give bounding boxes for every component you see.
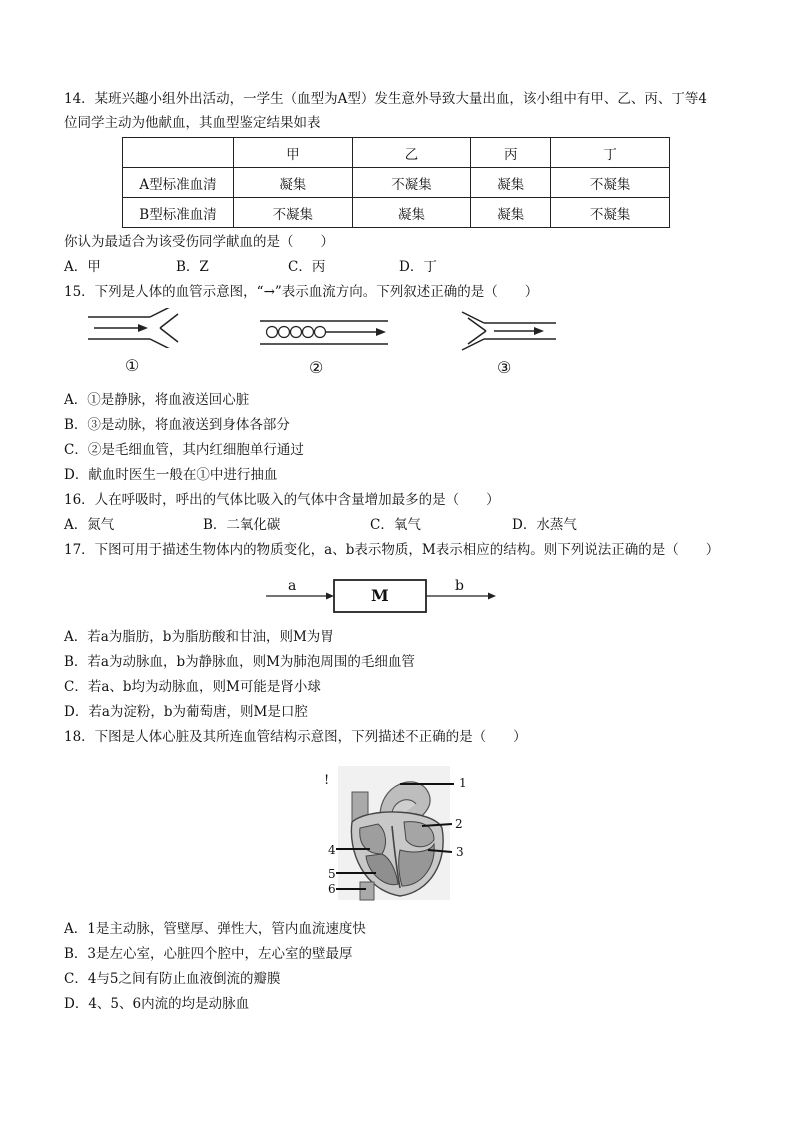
table-header-cell: 丙 xyxy=(471,138,551,168)
table-cell: 凝集 xyxy=(471,168,551,198)
q15-option-b: B．③是动脉，将血液送到身体各部分 xyxy=(64,417,290,433)
q15-option-d: D．献血时医生一般在①中进行抽血 xyxy=(64,467,278,483)
q14-option-b: B．Z xyxy=(176,259,209,275)
diagram-output-label: b xyxy=(455,578,464,594)
table-cell: 凝集 xyxy=(471,198,551,228)
table-row-header: B型标准血清 xyxy=(123,198,234,228)
table-row xyxy=(123,168,670,198)
table-cell xyxy=(123,138,234,168)
table-row-header: A型标准血清 xyxy=(123,168,234,198)
table-cell: 不凝集 xyxy=(551,168,670,198)
figure-mark: ! xyxy=(324,773,330,788)
table-row xyxy=(123,198,670,228)
vessel-figure-1 xyxy=(80,308,180,348)
table-cell: 凝集 xyxy=(352,198,471,228)
q14-question: 你认为最适合为该受伤同学献血的是（ ） xyxy=(64,234,334,250)
heart-label-1: 1 xyxy=(459,776,467,790)
table-cell: 不凝集 xyxy=(551,198,670,228)
table-cell: 凝集 xyxy=(234,168,353,198)
table-header-cell: 甲 xyxy=(234,138,353,168)
q14-option-a: A．甲 xyxy=(64,259,101,275)
diagram-box-label: M xyxy=(371,586,389,605)
q16-option-a: A．氮气 xyxy=(64,517,115,533)
q18-option-a: A．1是主动脉，管壁厚、弹性大，管内血流速度快 xyxy=(64,921,366,937)
diagram-input-label: a xyxy=(288,578,297,594)
vessel-label-3: ③ xyxy=(497,358,512,377)
q16-stem: 16．人在呼吸时，呼出的气体比吸入的气体中含量增加最多的是（ ） xyxy=(64,492,500,508)
heart-label-6: 6 xyxy=(328,882,336,896)
heart-label-3: 3 xyxy=(456,845,464,859)
q16-option-b: B．二氧化碳 xyxy=(203,517,281,533)
vessel-label-2: ② xyxy=(309,358,324,377)
q17-option-b: B．若a为动脉血，b为静脉血，则M为肺泡周围的毛细血管 xyxy=(64,654,415,670)
q14-stem-line2: 位同学主动为他献血，其血型鉴定结果如表 xyxy=(64,115,321,131)
q16-option-c: C．氧气 xyxy=(370,517,421,533)
q18-option-d: D．4、5、6内流的均是动脉血 xyxy=(64,996,250,1012)
heart-label-5: 5 xyxy=(328,867,336,881)
q18-stem: 18．下图是人体心脏及其所连血管结构示意图，下列描述不正确的是（ ） xyxy=(64,729,527,745)
heart-diagram xyxy=(330,762,470,904)
q17-option-c: C．若a、b均为动脉血，则M可能是肾小球 xyxy=(64,679,321,695)
q15-option-c: C．②是毛细血管，其内红细胞单行通过 xyxy=(64,442,304,458)
q17-option-a: A．若a为脂肪，b为脂肪酸和甘油，则M为胃 xyxy=(64,629,334,645)
q18-option-b: B．3是左心室，心脏四个腔中，左心室的壁最厚 xyxy=(64,946,353,962)
q15-stem: 15．下列是人体的血管示意图，“→”表示血流方向。下列叙述正确的是（ ） xyxy=(64,284,539,300)
q14-stem-line1: 14．某班兴趣小组外出活动，一学生（血型为A型）发生意外导致大量出血，该小组中有甲、乙、丙、丁等4 xyxy=(64,91,708,107)
table-cell: 不凝集 xyxy=(234,198,353,228)
q17-stem: 17．下图可用于描述生物体内的物质变化，a、b表示物质，M表示相应的结构。则下列说法正确的是（ ） xyxy=(64,542,720,558)
table-header-cell: 乙 xyxy=(352,138,471,168)
table-header-cell: 丁 xyxy=(551,138,670,168)
q17-option-d: D．若a为淀粉，b为葡萄唐，则M是口腔 xyxy=(64,704,308,720)
vessel-label-1: ① xyxy=(125,356,140,375)
q15-option-a: A．①是静脉，将血液送回心脏 xyxy=(64,392,250,408)
vessel-figure-2 xyxy=(258,318,390,348)
table-row xyxy=(123,138,670,168)
vessel-figure-3 xyxy=(460,308,560,354)
table-cell: 不凝集 xyxy=(352,168,471,198)
heart-label-4: 4 xyxy=(328,843,336,857)
blood-type-table xyxy=(122,137,670,228)
heart-label-2: 2 xyxy=(455,817,463,831)
q16-option-d: D．水蒸气 xyxy=(512,517,577,533)
q14-option-c: C．丙 xyxy=(288,259,326,275)
q18-option-c: C．4与5之间有防止血液倒流的瓣膜 xyxy=(64,971,281,987)
q14-option-d: D．丁 xyxy=(399,259,437,275)
